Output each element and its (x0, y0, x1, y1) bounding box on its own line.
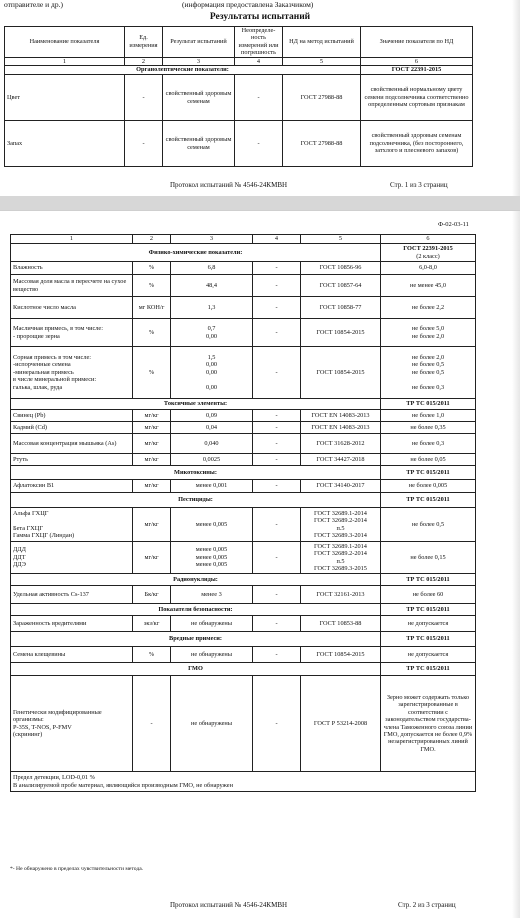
cell-name: Ртуть (11, 454, 133, 466)
cell-name: Влажность (11, 262, 133, 275)
result-value: 0,00 (205, 383, 218, 391)
row-label: Масличная примесь, в том числе: (13, 325, 103, 333)
col-number: 3 (163, 57, 235, 65)
cell-unit: - (133, 676, 171, 772)
col-number: 4 (253, 235, 301, 244)
table-row (11, 422, 476, 434)
result-value: менее 0,005 (195, 553, 228, 561)
row-sublabel: -испорченные семена (13, 361, 71, 369)
cell-result: 6,8 (171, 262, 253, 275)
form-code: Ф-02-03-11 (438, 221, 469, 228)
row-label: ДДТ (13, 553, 26, 561)
section-label: ГМО (11, 663, 381, 676)
cell-name: Массовая концентрация мышьяка (As) (11, 434, 133, 454)
cell-name (11, 676, 133, 772)
row-sublabel: галька, шлак, руда (13, 383, 63, 391)
result-value: 0,7 (207, 325, 216, 333)
sender-note: отправителе и др.) (4, 0, 63, 9)
cell-method: ГОСТ Р 53214-2008 (301, 676, 381, 772)
detection-row (11, 772, 476, 792)
section-standard: ГОСТ 22391-2015 (361, 66, 473, 75)
section-label: Радионуклиды: (11, 574, 381, 586)
section-row (11, 244, 476, 262)
cell-uncertainty: - (235, 75, 283, 121)
cell-uncertainty: - (253, 297, 301, 319)
cell-name (11, 319, 133, 347)
section-label: Вредные примеси: (11, 632, 381, 647)
method-line: ГОСТ 32689.3-2015 (314, 564, 367, 572)
row-sublabel: -минеральная примесь (13, 368, 74, 376)
table-row (11, 454, 476, 466)
footnote: *- Не обнаружено в пределах чувствительности метода. (10, 866, 144, 872)
cell-method (301, 542, 381, 574)
row-label: P-35S, T-NOS, P-FMV (13, 723, 72, 731)
page-title: Результаты испытаний (209, 12, 311, 22)
section-standard (381, 244, 476, 262)
cell-result (171, 319, 253, 347)
cell-unit: мг/кг (133, 434, 171, 454)
cell-unit: Бк/кг (133, 586, 171, 604)
method-line: ГОСТ 32689.2-2014 (314, 517, 367, 525)
header-uncertainty: Неопределе-ность измерений или погрешность (235, 27, 283, 58)
cell-name (11, 508, 133, 542)
cell-result: свойственный здоровым семенам (163, 75, 235, 121)
section-row (11, 604, 476, 616)
table-row (11, 347, 476, 399)
section-label: Показатели безопасности: (11, 604, 381, 616)
cell-unit: % (133, 647, 171, 663)
cell-unit: мг/кг (133, 454, 171, 466)
cell-result: 0,0025 (171, 454, 253, 466)
result-value: 0,00 (205, 368, 218, 376)
cell-uncertainty: - (253, 422, 301, 434)
table-row (5, 121, 473, 167)
cell-name: Цвет (5, 75, 125, 121)
page-edge (512, 211, 520, 918)
method-line: ГОСТ 32689.2-2014 (314, 550, 367, 558)
cell-unit: % (133, 347, 171, 399)
section-row (11, 663, 476, 676)
cell-result: 0,040 (171, 434, 253, 454)
cell-result: менее 0,005 (171, 508, 253, 542)
table-row (11, 297, 476, 319)
cell-result: менее 0,001 (171, 480, 253, 493)
cell-name: Кадмий (Cd) (11, 422, 133, 434)
page-separator (0, 196, 520, 210)
cell-method: ГОСТ 10854-2015 (301, 319, 381, 347)
section-row (5, 66, 473, 75)
section-standard: ТР ТС 015/2011 (381, 399, 476, 410)
result-value: менее 0,005 (195, 546, 228, 554)
cell-name: Кислотное число масла (11, 297, 133, 319)
cell-method: ГОСТ 34140-2017 (301, 480, 381, 493)
table-row (11, 676, 476, 772)
cell-unit: мг/кг (133, 480, 171, 493)
section-label: Органолептические показатели: (5, 66, 361, 75)
cell-uncertainty: - (253, 275, 301, 297)
cell-norm: свойственный нормальному цвету семени подсолнечника соответственно определенным сортовым признакам (361, 75, 473, 121)
results-table-page1 (4, 26, 473, 167)
cell-unit: мг/кг (133, 542, 171, 574)
cell-name (11, 542, 133, 574)
column-number-row (11, 235, 476, 244)
row-label: организмы: (13, 716, 44, 724)
cell-result (171, 542, 253, 574)
table-row (11, 434, 476, 454)
cell-norm: не более 0,5 (381, 508, 476, 542)
section-label: Пестициды: (11, 493, 381, 508)
norm-value: не более 2,0 (411, 332, 445, 340)
cell-name (11, 347, 133, 399)
header-name: Наименование показателя (5, 27, 125, 58)
cell-result: не обнаружены (171, 676, 253, 772)
method-line: ГОСТ 32689.1-2014 (314, 542, 367, 550)
cell-name: Массовая доля масла в пересчете на сухое вещество (11, 275, 133, 297)
row-label: Сорная примесь в том числе: (13, 353, 92, 361)
cell-method: ГОСТ 10856-96 (301, 262, 381, 275)
cell-method: ГОСТ 32161-2013 (301, 586, 381, 604)
row-label: Альфа ГХЦГ (13, 509, 49, 517)
cell-unit: экз/кг (133, 616, 171, 632)
cell-method: ГОСТ 10858-77 (301, 297, 381, 319)
cell-name: Запах (5, 121, 125, 167)
cell-uncertainty: - (253, 616, 301, 632)
cell-unit: - (125, 121, 163, 167)
cell-unit: % (133, 319, 171, 347)
method-line: п.5 (336, 524, 345, 532)
cell-unit: % (133, 275, 171, 297)
cell-uncertainty: - (253, 434, 301, 454)
cell-unit: мг/кг (133, 422, 171, 434)
detection-limit: Предел детекции, LOD-0,01 % (13, 774, 95, 782)
col-number: 5 (283, 57, 361, 65)
col-number: 5 (301, 235, 381, 244)
col-number: 1 (5, 57, 125, 65)
cell-name: Семена клещевины (11, 647, 133, 663)
cell-method: ГОСТ EN 14083-2013 (301, 410, 381, 422)
cell-norm: не допускается (381, 616, 476, 632)
cell-norm: не более 0,3 (381, 434, 476, 454)
norm-value: не более 0,5 (411, 368, 445, 376)
col-number: 2 (133, 235, 171, 244)
cell-norm: 6,0-8,0 (381, 262, 476, 275)
row-label: Гамма ГХЦГ (Линдан) (13, 531, 75, 539)
cell-unit: мг КОН/г (133, 297, 171, 319)
cell-name: Удельная активность Cs-137 (11, 586, 133, 604)
cell-norm: не более 0,005 (381, 480, 476, 493)
table-row (11, 319, 476, 347)
cell-uncertainty: - (253, 347, 301, 399)
cell-result: не обнаружены (171, 616, 253, 632)
section-row (11, 632, 476, 647)
cell-name: Зараженность вредителями (11, 616, 133, 632)
section-standard: ТР ТС 015/2011 (381, 632, 476, 647)
table-row (11, 586, 476, 604)
cell-uncertainty: - (253, 508, 301, 542)
row-sublabel: в числе минеральной примеси: (13, 376, 97, 384)
col-number: 3 (171, 235, 253, 244)
section-standard: ТР ТС 015/2011 (381, 466, 476, 480)
cell-uncertainty: - (235, 121, 283, 167)
cell-norm: не допускается (381, 647, 476, 663)
table-row (11, 647, 476, 663)
cell-unit: мг/кг (133, 508, 171, 542)
col-number: 1 (11, 235, 133, 244)
cell-unit: % (133, 262, 171, 275)
protocol-footer: Протокол испытаний № 4546-24КМВН (170, 181, 288, 189)
detection-note (11, 772, 476, 792)
row-label: Бета ГХЦГ (13, 524, 43, 532)
cell-result: свойственный здоровым семенам (163, 121, 235, 167)
table-row (11, 542, 476, 574)
cell-norm: не более 2,2 (381, 297, 476, 319)
row-label: ДДД (13, 546, 26, 554)
cell-method: ГОСТ 27988-88 (283, 75, 361, 121)
cell-uncertainty: - (253, 454, 301, 466)
cell-result: 0,09 (171, 410, 253, 422)
section-standard: ТР ТС 015/2011 (381, 604, 476, 616)
column-number-row (5, 57, 473, 65)
table-row (11, 480, 476, 493)
protocol-page-1 (0, 0, 520, 196)
header-row (5, 27, 473, 58)
section-label: Физико-химические показатели: (11, 244, 381, 262)
cell-norm: не более 0,35 (381, 422, 476, 434)
table-row (11, 262, 476, 275)
section-standard: ТР ТС 015/2011 (381, 493, 476, 508)
row-label: ДДЭ (13, 561, 26, 569)
header-method: НД на метод испытаний (283, 27, 361, 58)
cell-unit: - (125, 75, 163, 121)
result-value: менее 0,005 (195, 561, 228, 569)
cell-uncertainty: - (253, 542, 301, 574)
protocol-page-2 (0, 210, 520, 918)
norm-value: не более 0,3 (411, 383, 445, 391)
section-row (11, 399, 476, 410)
table-row (11, 508, 476, 542)
cell-method: ГОСТ EN 14083-2013 (301, 422, 381, 434)
col-number: 6 (381, 235, 476, 244)
cell-uncertainty: - (253, 676, 301, 772)
col-number: 4 (235, 57, 283, 65)
row-sublabel: - пророщие зерна (13, 332, 60, 340)
cell-norm: Зерно может содержать только зарегистрированные в соответствии с законодательством государства-члена Таможенного союза линии ГМО, допускается не более 0,9% незарегистрированных линий ГМО. (381, 676, 476, 772)
header-result: Результат испытаний (163, 27, 235, 58)
cell-uncertainty: - (253, 319, 301, 347)
cell-method (301, 508, 381, 542)
page-edge (512, 0, 520, 196)
method-line: п.5 (336, 557, 345, 565)
page1-header-line (4, 0, 314, 9)
norm-value: не более 0,5 (411, 361, 445, 369)
table-row (11, 616, 476, 632)
cell-name: Свинец (Pb) (11, 410, 133, 422)
cell-norm: не более 0,15 (381, 542, 476, 574)
section-row (11, 493, 476, 508)
result-value: 0,00 (205, 361, 218, 369)
cell-norm (381, 319, 476, 347)
table-row (5, 75, 473, 121)
cell-method: ГОСТ 10854-2015 (301, 647, 381, 663)
header-norm: Значение показателя по НД (361, 27, 473, 58)
table-row (11, 275, 476, 297)
cell-norm: свойственный здоровым семенам подсолнечника, (без постороннего, затхлого и плесневого запахов) (361, 121, 473, 167)
page-number: Стр. 2 из 3 страниц (398, 901, 456, 909)
cell-method: ГОСТ 10853-88 (301, 616, 381, 632)
page-number: Стр. 1 из 3 страниц (390, 181, 448, 189)
protocol-footer: Протокол испытаний № 4546-24КМВН (170, 901, 288, 909)
customer-note: (информация предоставлена Заказчиком) (182, 0, 314, 9)
standard-code: ГОСТ 22391-2015 (403, 245, 453, 253)
section-row (11, 466, 476, 480)
header-unit: Ед. измерения (125, 27, 163, 58)
cell-uncertainty: - (253, 586, 301, 604)
cell-method: ГОСТ 10854-2015 (301, 347, 381, 399)
cell-uncertainty: - (253, 410, 301, 422)
col-number: 6 (361, 57, 473, 65)
standard-note: (2 класс) (416, 252, 440, 260)
method-line: ГОСТ 32689.1-2014 (314, 509, 367, 517)
section-label: Микотоксины: (11, 466, 381, 480)
norm-value: не более 2,0 (411, 353, 445, 361)
detection-result: В анализируемой пробе материал, являющийся производным ГМО, не обнаружен (13, 781, 233, 789)
cell-method: ГОСТ 10857-64 (301, 275, 381, 297)
cell-result: 0,04 (171, 422, 253, 434)
cell-result: не обнаружены (171, 647, 253, 663)
result-value: 0,00 (205, 332, 218, 340)
row-label: Генетически модифицированные (13, 708, 102, 716)
cell-unit: мг/кг (133, 410, 171, 422)
cell-result: 1,3 (171, 297, 253, 319)
cell-uncertainty: - (253, 480, 301, 493)
cell-norm: не более 0,05 (381, 454, 476, 466)
row-label: (скрининг) (13, 730, 43, 738)
cell-method: ГОСТ 27988-88 (283, 121, 361, 167)
table-row (11, 410, 476, 422)
cell-norm: не более 1,0 (381, 410, 476, 422)
cell-name: Афлатоксин B1 (11, 480, 133, 493)
method-line: ГОСТ 32689.3-2014 (314, 531, 367, 539)
section-label: Токсичные элементы: (11, 399, 381, 410)
section-row (11, 574, 476, 586)
cell-uncertainty: - (253, 262, 301, 275)
cell-norm: не менее 45,0 (381, 275, 476, 297)
col-number: 2 (125, 57, 163, 65)
cell-result (171, 347, 253, 399)
cell-norm (381, 347, 476, 399)
cell-method: ГОСТ 34427-2018 (301, 454, 381, 466)
cell-uncertainty: - (253, 647, 301, 663)
cell-norm: не более 60 (381, 586, 476, 604)
results-table-page2 (10, 234, 476, 792)
section-standard: ТР ТС 015/2011 (381, 574, 476, 586)
result-value: 1,5 (207, 353, 216, 361)
cell-result: 48,4 (171, 275, 253, 297)
section-standard: ТР ТС 015/2011 (381, 663, 476, 676)
norm-value: не более 5,0 (411, 325, 445, 333)
cell-method: ГОСТ 31628-2012 (301, 434, 381, 454)
cell-result: менее 3 (171, 586, 253, 604)
